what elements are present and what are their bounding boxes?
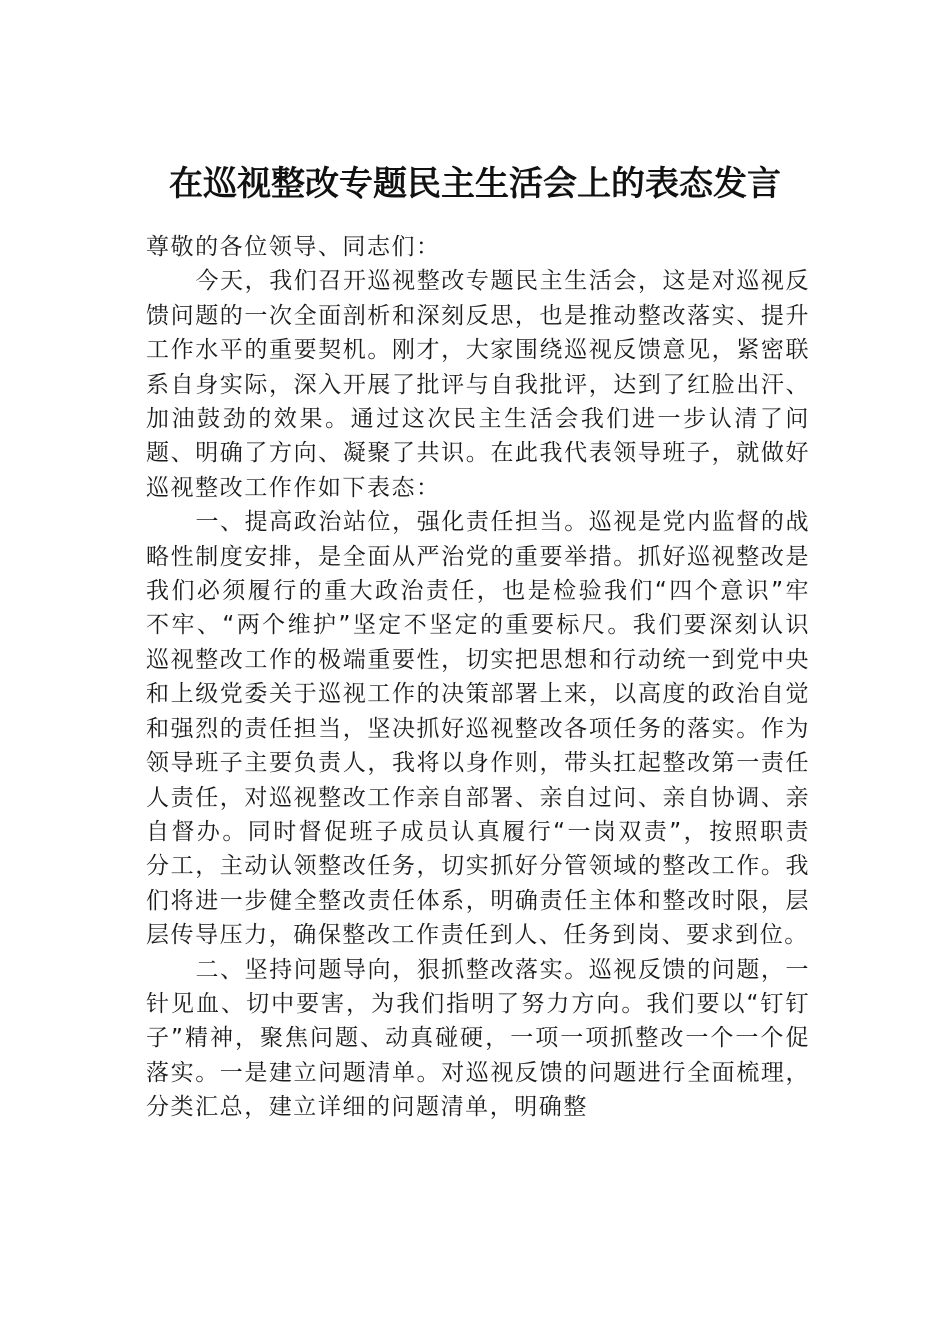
paragraph-section-1: 一、提高政治站位，强化责任担当。巡视是党内监督的战略性制度安排，是全面从严治党的重要举措。抓好巡视整改是我们必须履行的重大政治责任，也是检验我们“四个意识”牢不牢、“两个维护”坚定不坚定的重要标尺。我们要深刻认识巡视整改工作的极端重要性，切实把思想和行动统一到党中央和上级党委关于巡视工作的决策部署上来，以高度的政治自觉和强烈的责任担当，坚决抓好巡视整改各项任务的落实。作为领导班子主要负责人，我将以身作则，带头扛起整改第一责任人责任，对巡视整改工作亲自部署、亲自过问、亲自协调、亲自督办。同时督促班子成员认真履行“一岗双责”，按照职责分工，主动认领整改任务，切实抓好分管领域的整改工作。我们将进一步健全整改责任体系，明确责任主体和整改时限，层层传导压力，确保整改工作责任到人、任务到岗、要求到位。 [146, 509, 810, 949]
paragraph-intro: 今天，我们召开巡视整改专题民主生活会，这是对巡视反馈问题的一次全面剖析和深刻反思，也是推动整改落实、提升工作水平的重要契机。刚才，大家围绕巡视反馈意见，紧密联系自身实际，深入开展了批评与自我批评，达到了红脸出汗、加油鼓劲的效果。通过这次民主生活会我们进一步认清了问题、明确了方向、凝聚了共识。在此我代表领导班子，就做好巡视整改工作作如下表态： [146, 268, 810, 501]
paragraph-section-2: 二、坚持问题导向，狠抓整改落实。巡视反馈的问题，一针见血、切中要害，为我们指明了努力方向。我们要以“钉钉子”精神，聚焦问题、动真碰硬，一项一项抓整改一个一个促落实。一是建立问题清单。对巡视反馈的问题进行全面梳理，分类汇总，建立详细的问题清单，明确整 [146, 956, 810, 1121]
salutation: 尊敬的各位领导、同志们： [146, 234, 441, 260]
document-body [146, 230, 810, 1125]
document-title: 在巡视整改专题民主生活会上的表态发言 [169, 164, 781, 204]
